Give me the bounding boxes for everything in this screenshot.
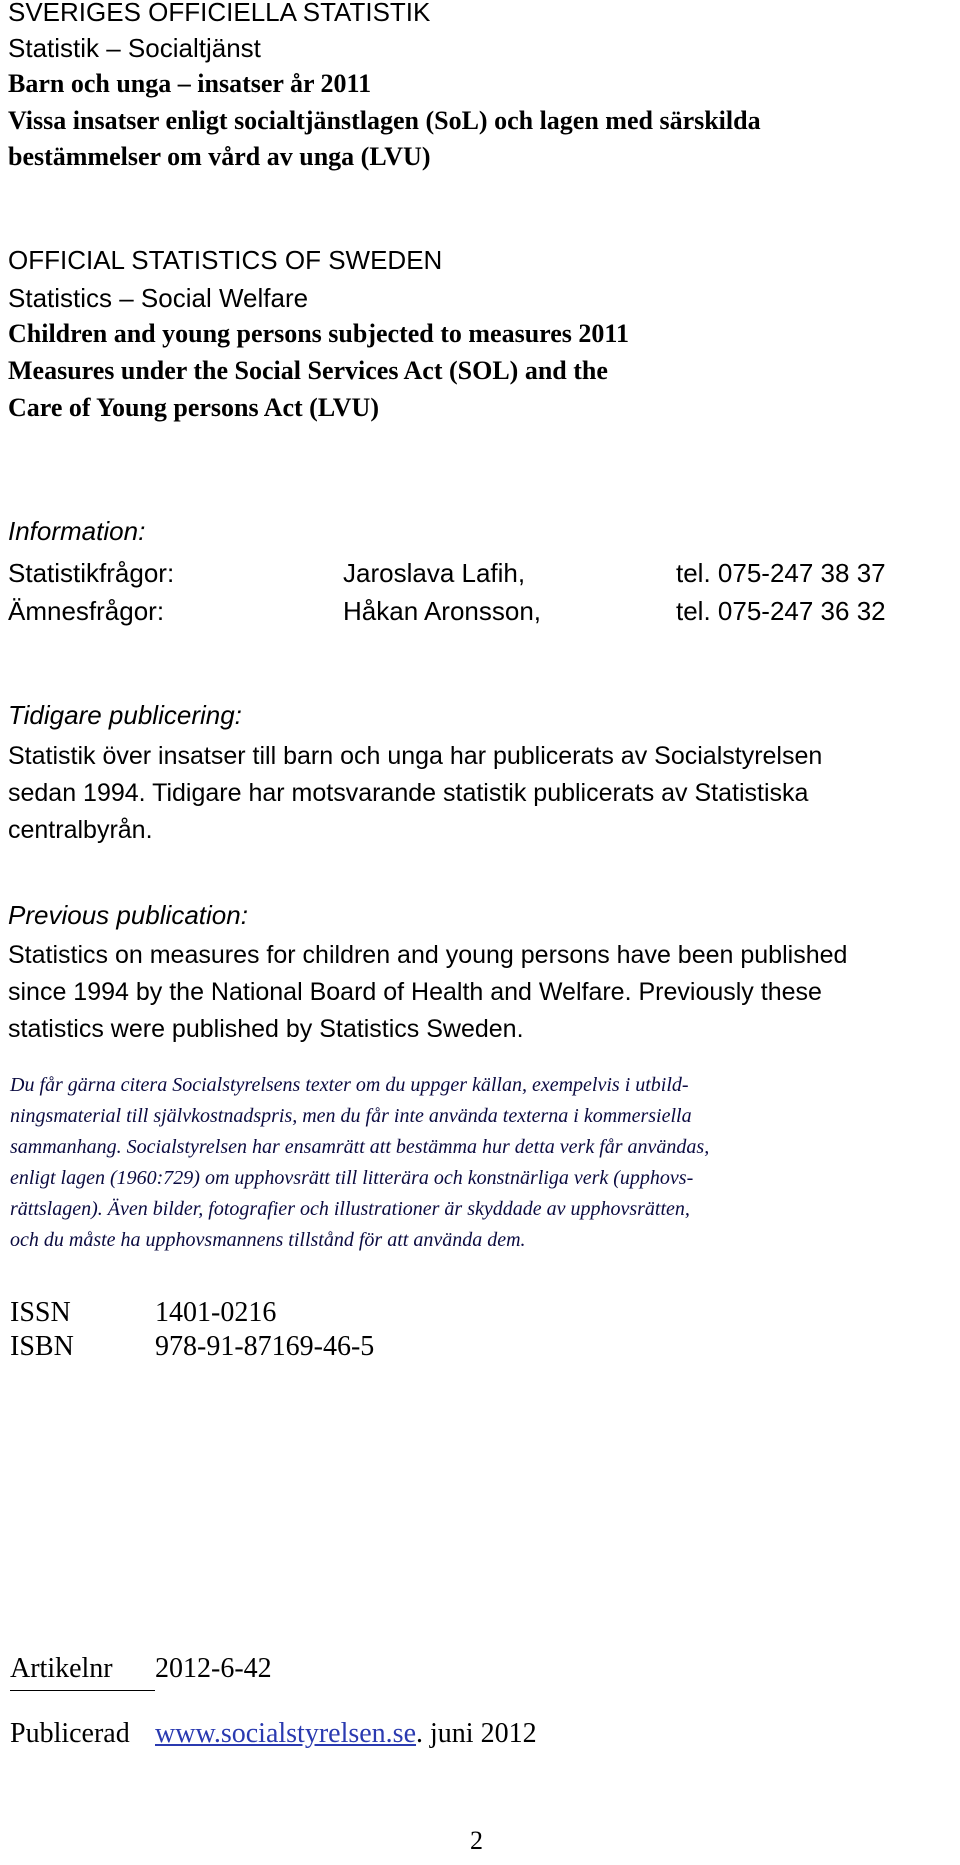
copyright-line: enligt lagen (1960:729) om upphovsrätt till litterära och konstnärliga verk (upphovs- xyxy=(10,1167,694,1189)
isbn-value: 978-91-87169-46-5 xyxy=(155,1331,375,1362)
divider xyxy=(10,1690,155,1691)
copyright-line: sammanhang. Socialstyrelsen har ensamrätt att bestämma hur detta verk får användas, xyxy=(10,1136,710,1158)
issn-label: ISSN xyxy=(10,1297,71,1328)
published-label: Publicerad xyxy=(10,1718,130,1749)
contact-name: Håkan Aronsson, xyxy=(343,596,542,626)
contact-name: Jaroslava Lafih, xyxy=(343,558,526,588)
published-row: Publicerad www.socialstyrelsen.se. juni 2012 xyxy=(10,1715,537,1753)
contact-phone: tel. 075-247 38 37 xyxy=(676,558,886,588)
paragraph-line: centralbyrån. xyxy=(8,816,153,844)
artikelnr-row xyxy=(10,1650,272,1688)
report-title-sv: Barn och unga – insatser år 2011 xyxy=(8,69,372,98)
copyright-line: och du måste ha upphovsmannens tillstånd för att använda dem. xyxy=(10,1229,526,1251)
subject-en: Statistics – Social Welfare xyxy=(8,283,309,313)
issn-value: 1401-0216 xyxy=(155,1297,277,1328)
copyright-notice xyxy=(10,1070,955,1256)
subject-sv: Statistik – Socialtjänst xyxy=(8,33,261,63)
published-date: juni 2012 xyxy=(430,1718,537,1749)
website-link[interactable]: www.socialstyrelsen.se xyxy=(155,1718,417,1749)
artikelnr-value: 2012-6-42 xyxy=(155,1653,272,1684)
previous-publication-text-en xyxy=(8,937,958,1048)
report-title-en: Children and young persons subjected to measures 2011 xyxy=(8,319,629,348)
page-number: 2 xyxy=(470,1826,483,1855)
previous-publication-text-sv xyxy=(8,738,958,849)
paragraph-line: sedan 1994. Tidigare har motsvarande statistik publicerats av Statistiska xyxy=(8,779,809,807)
previous-publication-heading-sv: Tidigare publicering: xyxy=(8,700,242,730)
previous-publication-heading-en: Previous publication: xyxy=(8,900,248,930)
copyright-line: ningsmaterial till självkostnadspris, men du får inte använda texterna i kommersiella xyxy=(10,1105,692,1127)
contact-role: Statistikfrågor: xyxy=(8,558,175,588)
copyright-line: rättslagen). Även bilder, fotografier och illustrationer är skyddade av upphovsrätten, xyxy=(10,1198,690,1220)
report-subtitle-en-2: Care of Young persons Act (LVU) xyxy=(8,393,379,422)
report-subtitle-en-1: Measures under the Social Services Act (SOL) and the xyxy=(8,356,608,385)
paragraph-line: Statistics on measures for children and young persons have been published xyxy=(8,941,848,969)
contact-role: Ämnesfrågor: xyxy=(8,596,165,626)
paragraph-line: since 1994 by the National Board of Health and Welfare. Previously these xyxy=(8,978,822,1006)
series-title-sv: SVERIGES OFFICIELLA STATISTIK xyxy=(8,0,431,27)
paragraph-line: Statistik över insatser till barn och unga har publicerats av Socialstyrelsen xyxy=(8,742,823,770)
series-title-en: OFFICIAL STATISTICS OF SWEDEN xyxy=(8,245,443,275)
copyright-line: Du får gärna citera Socialstyrelsens texter om du uppger källan, exempelvis i utbild- xyxy=(10,1074,689,1096)
contact-phone: tel. 075-247 36 32 xyxy=(676,596,886,626)
issn-row xyxy=(10,1294,276,1332)
paragraph-line: statistics were published by Statistics Sweden. xyxy=(8,1015,524,1043)
report-subtitle-sv-2: bestämmelser om vård av unga (LVU) xyxy=(8,142,431,171)
report-subtitle-sv-1: Vissa insatser enligt socialtjänstlagen (SoL) och lagen med särskilda xyxy=(8,106,761,135)
information-heading: Information: xyxy=(8,516,146,546)
artikelnr-label: Artikelnr xyxy=(10,1653,113,1684)
isbn-row xyxy=(10,1328,374,1366)
isbn-label: ISBN xyxy=(10,1331,74,1362)
